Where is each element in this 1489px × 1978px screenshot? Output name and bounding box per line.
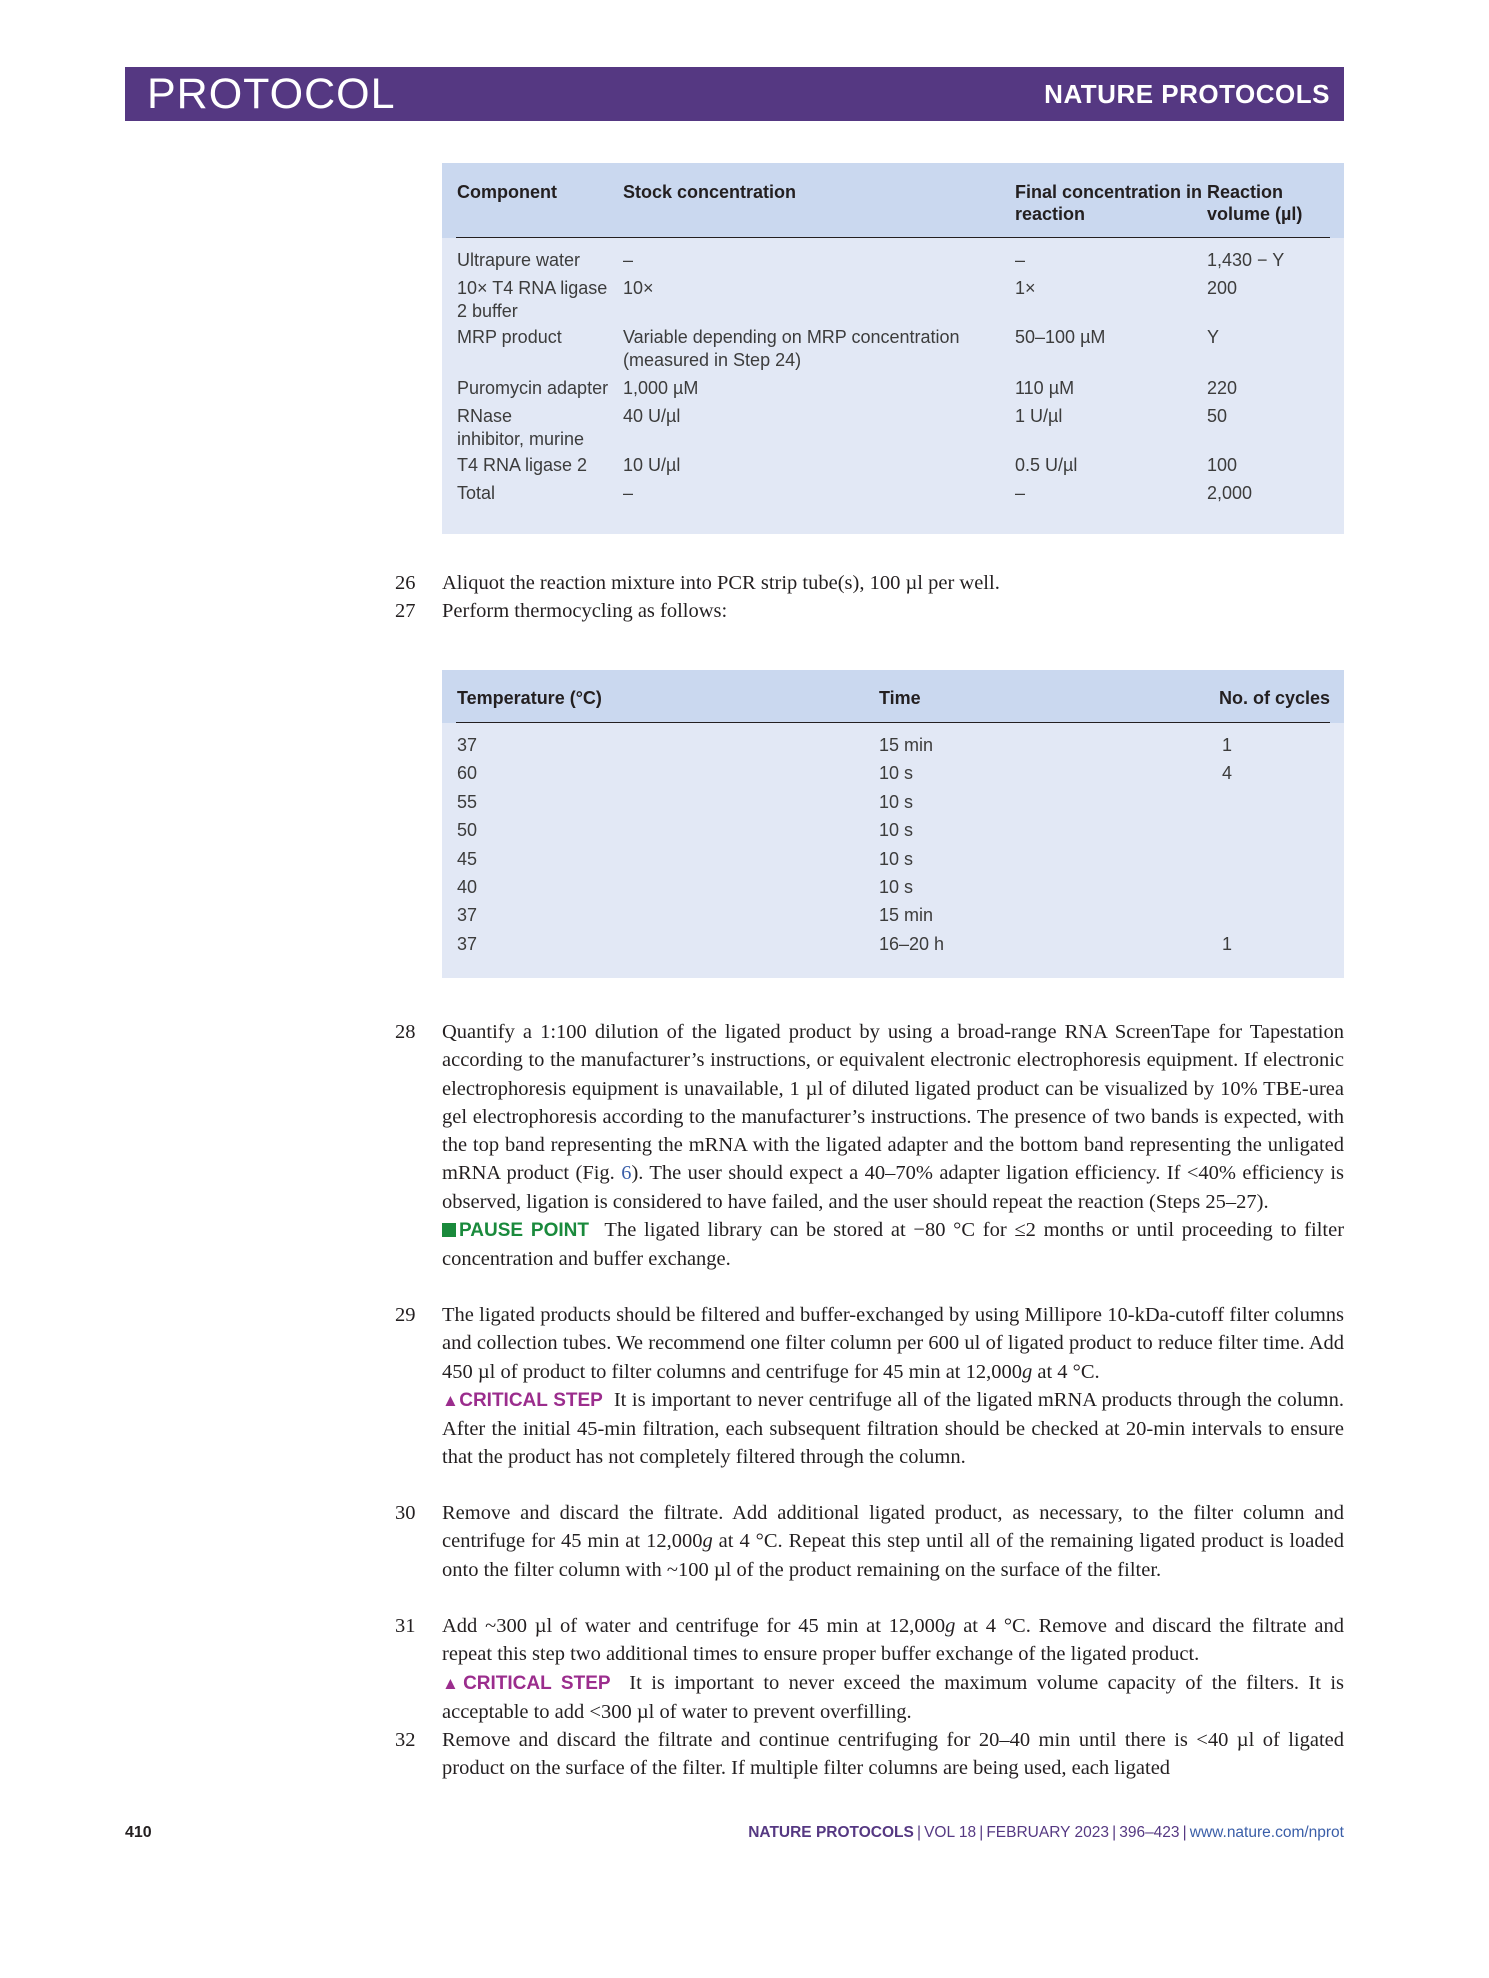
step-text-part: Add ~300 µl of water and centrifuge for 45 min at 12,000	[442, 1615, 946, 1637]
step-number: 28	[395, 1021, 416, 1043]
critical-step-text: It is important to never exceed the maximum volume capacity of the filters. It is acceptable to add <300 µl of water to prevent overfilling.	[442, 1671, 1345, 1723]
table-cell: 1	[1222, 735, 1233, 755]
cell-line: 10× T4 RNA ligase	[457, 278, 608, 298]
step-number: 30	[395, 1502, 416, 1524]
footer-url[interactable]: www.nature.com/nprot	[1189, 1824, 1344, 1841]
step-text	[442, 1301, 1344, 1386]
step-text-part: at 4 °C.	[1032, 1360, 1100, 1383]
step-text	[442, 1018, 1344, 1216]
cell-line: 50	[1207, 406, 1228, 426]
header-line: Final concentration in	[1015, 182, 1203, 202]
g-force-symbol: g	[945, 1615, 956, 1637]
table-cell	[457, 454, 587, 477]
cell-line: T4 RNA ligase 2	[457, 455, 588, 475]
g-force-symbol: g	[702, 1530, 713, 1553]
table-cell: 16–20 h	[879, 933, 945, 954]
column-header-final-concentration	[1015, 181, 1202, 225]
footer-journal: NATURE PROTOCOLS	[748, 1824, 914, 1841]
table-cell	[623, 249, 633, 272]
pause-point-text: The ligated library can be stored at −80 °C for ≤2 months or until proceeding to filter concentration and buffer exchange.	[442, 1219, 1345, 1271]
table-header	[442, 163, 1344, 238]
cell-line: Ultrapure water	[457, 250, 581, 270]
table-cell	[1207, 249, 1284, 272]
cell-line: 1,430 − Y	[1207, 250, 1285, 270]
table-cell	[457, 277, 607, 323]
journal-citation: NATURE PROTOCOLS | VOL 18 | FEBRUARY 2023 | 396–423 | www.nature.com/nprot	[748, 1824, 1344, 1841]
step-number: 26	[395, 572, 416, 594]
step-text: Perform thermocycling as follows:	[442, 600, 728, 622]
table-header	[442, 670, 1344, 723]
header-line: Component	[457, 182, 557, 202]
column-header-time: Time	[879, 688, 921, 708]
step-text-part: Remove and discard the filtrate. Add additional ligated product, as necessary, to the filter column and centrifuge for 45 min at 12,000	[442, 1502, 1344, 1553]
cell-line: 40 U/µl	[623, 406, 681, 426]
step-number: 29	[395, 1304, 416, 1326]
table-cell: 10 s	[879, 877, 914, 897]
journal-label: NATURE PROTOCOLS	[1044, 79, 1330, 109]
cell-line: –	[1015, 483, 1026, 503]
table-cell: 10 s	[879, 763, 914, 784]
header-line: Stock concentration	[623, 182, 797, 202]
step-28	[395, 1018, 1344, 1274]
table-cell	[1207, 377, 1237, 400]
cell-line: 110 µM	[1015, 378, 1075, 398]
step-30	[395, 1499, 1344, 1584]
step-text: Aliquot the reaction mixture into PCR strip tube(s), 100 µl per well.	[442, 572, 1000, 594]
table-cell: 37	[457, 905, 478, 926]
table-cell	[457, 482, 495, 505]
step-text-part: at 4 °C. Repeat this step until all of the remaining ligated product is loaded onto the filter column with ~100 µl of the product remaining on the surface of the filter.	[442, 1530, 1344, 1581]
cell-line: 50–100 µM	[1015, 327, 1106, 347]
critical-step-label: CRITICAL STEP	[463, 1672, 611, 1694]
step-number: 31	[395, 1615, 416, 1637]
table-cell	[623, 277, 654, 300]
section-label: PROTOCOL	[147, 70, 396, 118]
table-cell	[1207, 326, 1219, 349]
table-cell	[457, 405, 584, 451]
cell-line: 1 U/µl	[1015, 406, 1063, 426]
table-cell: 55	[457, 791, 478, 812]
cell-line: MRP product	[457, 327, 562, 347]
cell-line: Total	[457, 483, 496, 503]
table-cell: 10 s	[879, 848, 914, 869]
table-cell: 15 min	[879, 735, 934, 755]
table-cell	[457, 326, 562, 349]
table-cell: 40	[457, 877, 478, 897]
column-header-reaction-volume	[1207, 181, 1302, 225]
step-number: 32	[395, 1729, 416, 1751]
step-29	[395, 1301, 1344, 1472]
page-number: 410	[125, 1824, 152, 1841]
cell-line: 0.5 U/µl	[1015, 455, 1078, 475]
table-cell	[623, 482, 633, 505]
table-cell: 15 min	[879, 905, 934, 926]
table-cell	[623, 405, 680, 428]
table-cell	[1015, 405, 1062, 428]
cell-line: 1×	[1015, 278, 1036, 298]
step-32	[395, 1726, 1344, 1783]
header-rule	[456, 237, 1330, 239]
table-cell	[1015, 277, 1036, 300]
pause-square-icon	[442, 1223, 456, 1237]
cell-line: Puromycin adapter	[457, 378, 609, 398]
header-rule	[456, 722, 1330, 724]
column-header-cycles: No. of cycles	[1219, 688, 1331, 708]
warning-triangle-icon: ▲	[442, 1390, 460, 1410]
cell-line: 2 buffer	[457, 301, 518, 321]
cell-line: –	[1015, 250, 1026, 270]
cell-line: 1,000 µM	[623, 378, 699, 398]
cell-line: 2,000	[1207, 483, 1253, 503]
table-cell: 1	[1222, 933, 1233, 954]
cell-line: –	[623, 250, 634, 270]
header-line: volume (µl)	[1207, 204, 1303, 224]
table-cell	[623, 326, 960, 372]
table-cell	[1015, 482, 1025, 505]
table-cell	[623, 454, 680, 477]
step-text-part: The ligated products should be filtered and buffer-exchanged by using Millipore 10-kDa-cutoff filter columns and collection tubes. We recommend one filter column per 600 ul of ligated product to reduce filter time. Add 450 µl of product to filter columns and centrifuge for 45 min at 12,000	[442, 1304, 1344, 1383]
table-cell	[1207, 454, 1237, 477]
figure-link[interactable]: 6	[621, 1162, 632, 1185]
step-text	[442, 1612, 1344, 1669]
table-cell: 60	[457, 763, 478, 784]
table-cell: 4	[1222, 763, 1233, 784]
warning-triangle-icon: ▲	[442, 1673, 464, 1693]
table-cell	[623, 377, 698, 400]
table-cell: 50	[457, 820, 478, 841]
column-header-temperature: Temperature (°C)	[457, 688, 602, 708]
cell-line: RNase	[457, 406, 513, 426]
step-text-part: Quantify a 1:100 dilution of the ligated product by using a broad-range RNA ScreenTape for Tapestation according to the manufacturer’s instructions, or equivalent electronic electrophoresis equipment. If electronic electrophoresis equipment is unavailable, 1 µl of diluted ligated product can be visualized by 10% TBE-urea gel electrophoresis according to the manufacturer’s instructions. The presence of two bands is expected, with the top band representing the mRNA with the ligated adapter and the bottom band representing the unligated mRNA product (Fig.	[442, 1021, 1344, 1185]
step-31	[395, 1612, 1344, 1726]
critical-step-note	[442, 1386, 1344, 1472]
reaction-components-table	[442, 163, 1344, 534]
header-line: Reaction	[1207, 182, 1284, 202]
table-cell: 37	[457, 933, 478, 954]
table-cell	[1207, 277, 1237, 300]
step-27	[395, 597, 1344, 625]
critical-step-note	[442, 1669, 1344, 1727]
cell-line: Y	[1207, 327, 1220, 347]
cell-line: –	[623, 483, 634, 503]
cell-line: 100	[1207, 455, 1238, 475]
cell-line: 200	[1207, 278, 1238, 298]
column-header-component	[457, 181, 557, 203]
cell-line: 10 U/µl	[623, 455, 681, 475]
table-cell: 10 s	[879, 820, 914, 841]
table-cell	[1015, 326, 1105, 349]
critical-step-text: It is important to never centrifuge all of the ligated mRNA products through the column. After the initial 45-min filtration, each subsequent filtration should be checked at 20-min intervals to ensure that the product has not completely filtered through the column.	[442, 1388, 1345, 1469]
cell-line: (measured in Step 24)	[623, 350, 802, 370]
header-line: reaction	[1015, 204, 1086, 224]
step-number: 27	[395, 600, 416, 622]
step-text-part: ). The user should expect a 40–70% adapter ligation efficiency. If <40% efficiency is observed, ligation is considered to have failed, and the user should repeat the reaction (Steps 25–27).	[442, 1162, 1344, 1213]
footer-date: FEBRUARY 2023	[986, 1824, 1109, 1841]
table-cell: 45	[457, 848, 478, 869]
table-cell	[1015, 377, 1074, 400]
pause-point-label: PAUSE POINT	[459, 1220, 589, 1242]
footer-volume: VOL 18	[924, 1824, 977, 1841]
footer-pages: 396–423	[1119, 1824, 1180, 1841]
cell-line: 220	[1207, 378, 1238, 398]
pause-point-note	[442, 1216, 1344, 1274]
table-cell	[1015, 249, 1025, 272]
table-cell	[1207, 405, 1227, 428]
cell-line: Variable depending on MRP concentration	[623, 327, 960, 347]
cell-line: inhibitor, murine	[457, 429, 585, 449]
g-force-symbol: g	[1022, 1360, 1033, 1383]
table-cell	[1207, 482, 1252, 505]
thermocycling-table	[442, 670, 1344, 978]
step-text: Remove and discard the filtrate and continue centrifuging for 20–40 min until there is <40 µl of ligated product on the surface of the filter. If multiple filter columns are being used, each ligated	[442, 1729, 1344, 1780]
step-text-part: at 4 °C. Remove and discard the filtrate and repeat this step two additional times to ensure proper buffer exchange of the ligated product.	[442, 1615, 1344, 1666]
header-banner	[125, 67, 1344, 121]
table-cell	[457, 249, 580, 272]
step-26	[395, 569, 1344, 597]
column-header-stock-concentration	[623, 181, 796, 203]
step-text	[442, 1499, 1344, 1584]
critical-step-label: CRITICAL STEP	[459, 1389, 603, 1411]
table-cell	[457, 377, 608, 400]
cell-line: 10×	[623, 278, 654, 298]
table-cell	[1015, 454, 1077, 477]
table-cell: 10 s	[879, 791, 914, 812]
table-cell: 37	[457, 735, 478, 755]
